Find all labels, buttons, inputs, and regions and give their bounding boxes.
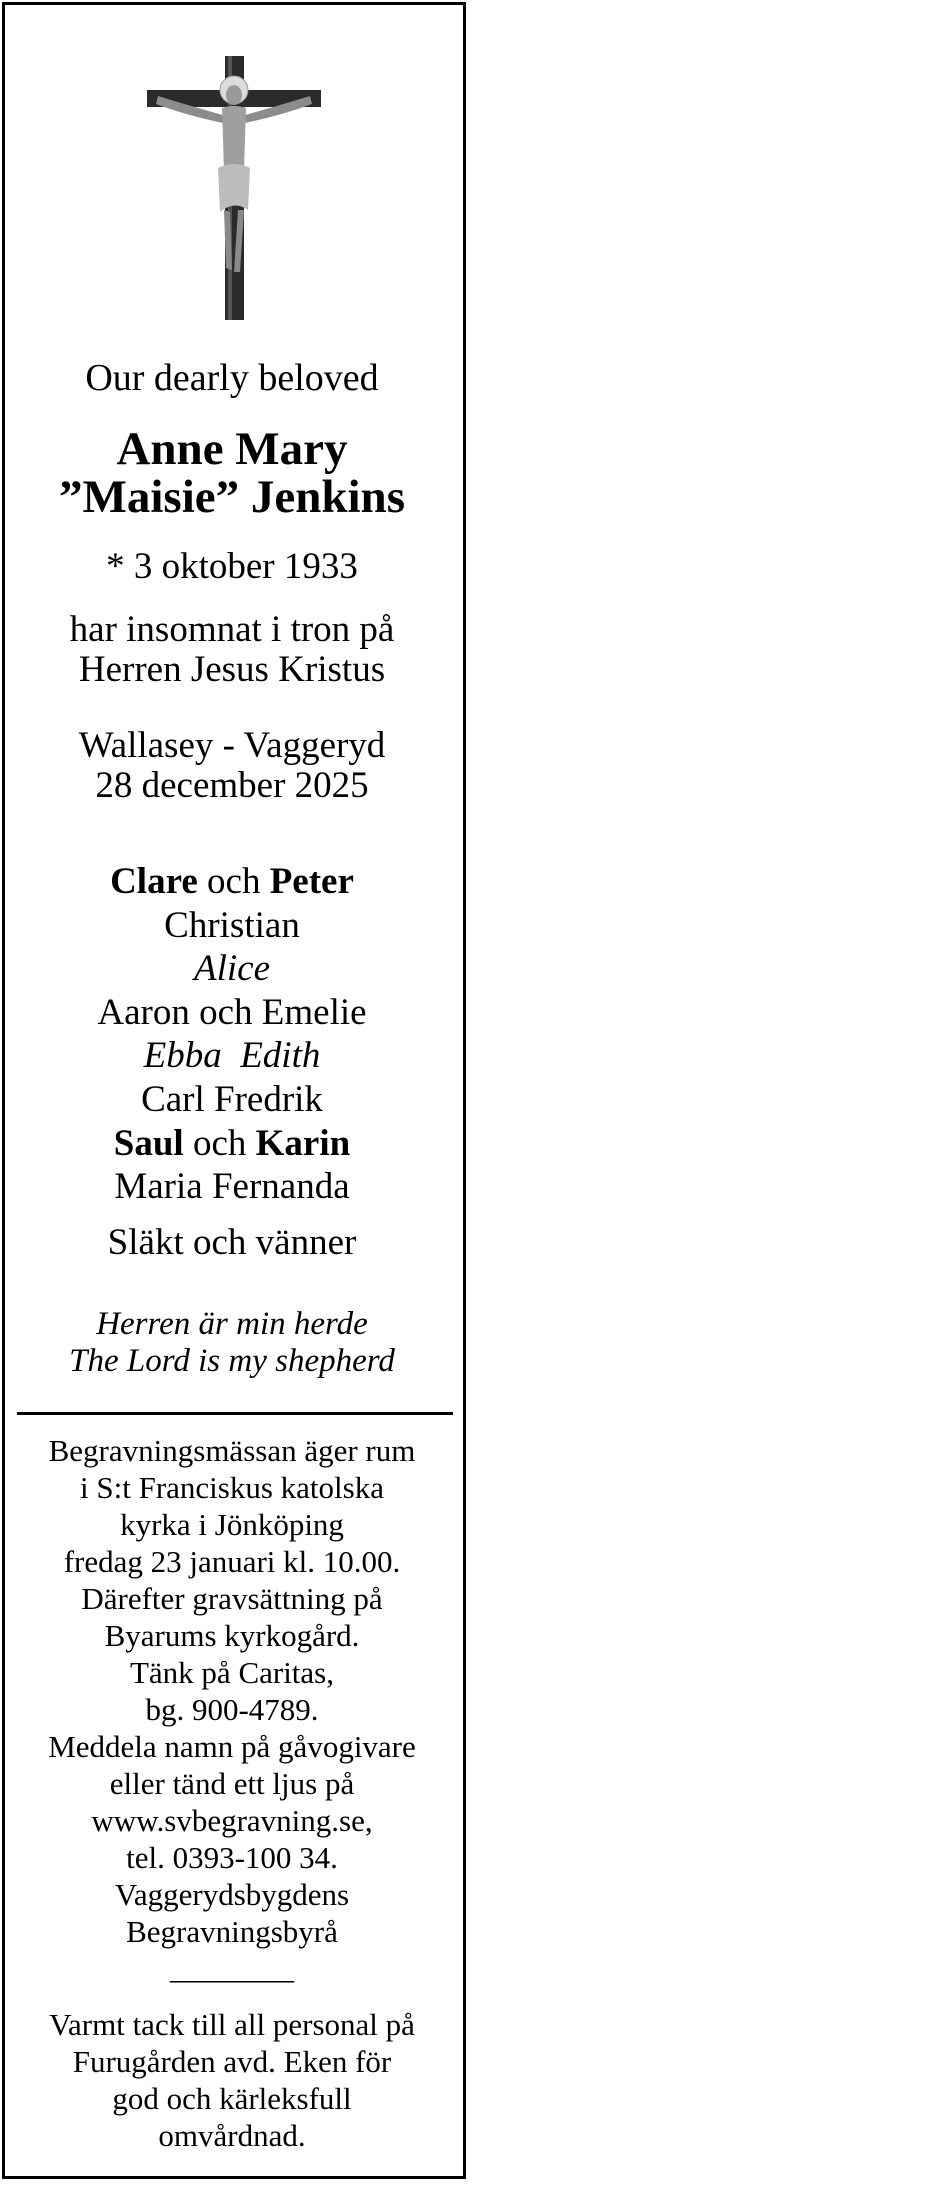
family-list bbox=[0, 860, 464, 1209]
place-and-date: Wallasey - Vaggeryd 28 december 2025 bbox=[78, 725, 386, 806]
bible-verse: Herren är min herde The Lord is my shepherd bbox=[69, 1306, 395, 1379]
divider-line bbox=[17, 1412, 453, 1415]
relatives-text: Släkt och vänner bbox=[107, 1222, 357, 1263]
family-row: Ebba Edith bbox=[143, 1035, 321, 1077]
short-separator: ———— bbox=[170, 1961, 294, 1996]
intro-text: Our dearly beloved bbox=[85, 357, 379, 399]
birth-date: * 3 oktober 1933 bbox=[106, 546, 358, 587]
deceased-name bbox=[0, 425, 464, 521]
family-row: Aaron och Emelie bbox=[97, 991, 367, 1033]
family-row: Alice bbox=[193, 948, 270, 990]
thanks-text: Varmt tack till all personal på Furugården avd. Eken för god och kärleksfull omvårdnad. bbox=[49, 2007, 415, 2153]
name-line-1: Anne Mary bbox=[116, 423, 348, 475]
family-row: Saul och Karin bbox=[113, 1122, 351, 1164]
crucifix-icon bbox=[144, 50, 324, 322]
funeral-info: Begravningsmässan äger rum i S:t Franciskus katolska kyrka i Jönköping fredag 23 januari kl. 10.00. Därefter gravsättning på Byarums kyrkogård. Tänk på Caritas, bg. 900-4789. Meddela namn på gåvogivare eller tänd ett ljus på www.svbegravning.se, tel. 0393-100 34. Vaggerydsbygdens Begravningsbyrå bbox=[48, 1433, 416, 1949]
family-row: Carl Fredrik bbox=[141, 1078, 323, 1120]
faith-message: har insomnat i tron på Herren Jesus Kristus bbox=[69, 609, 395, 690]
family-row: Clare och Peter bbox=[110, 861, 354, 902]
family-row: Maria Fernanda bbox=[114, 1166, 350, 1208]
family-row: Christian bbox=[164, 904, 300, 946]
name-line-2: ”Maisie” Jenkins bbox=[58, 471, 405, 523]
